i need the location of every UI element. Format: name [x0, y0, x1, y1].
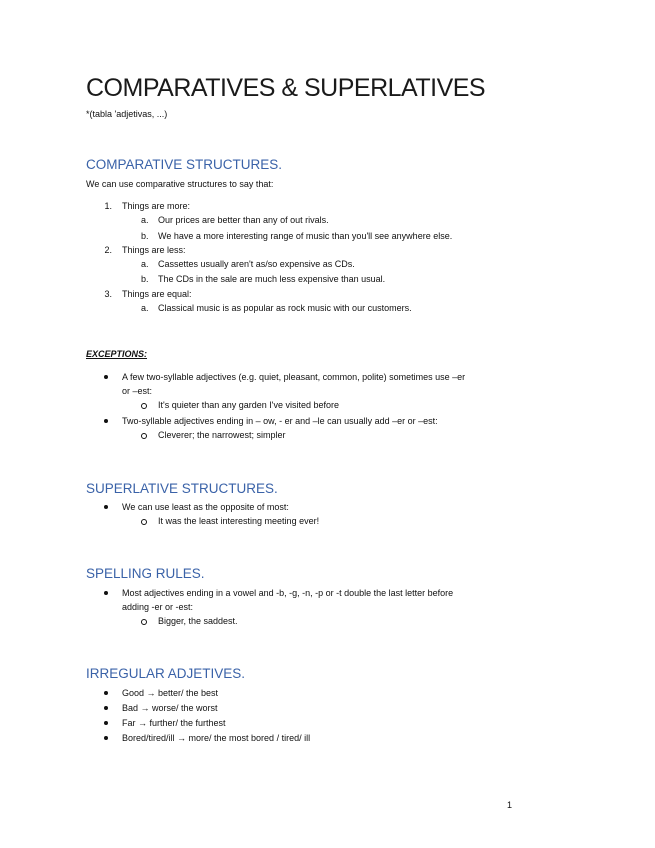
list-subitem: We have a more interesting range of music than you'll see anywhere else. — [158, 231, 453, 241]
list-item: Bad → worse/ the worst — [122, 703, 218, 713]
list-item-continued: or –est: — [122, 386, 153, 396]
list-number: 1. — [104, 201, 112, 211]
bullet-icon — [104, 591, 108, 595]
exceptions-label: EXCEPTIONS: — [86, 349, 148, 359]
superlative-heading: SUPERLATIVE STRUCTURES. — [86, 481, 278, 496]
bullet-icon — [104, 505, 108, 509]
list-subitem: Bigger, the saddest. — [158, 616, 238, 626]
list-subitem: It was the least interesting meeting ever! — [158, 516, 320, 526]
irregular-heading: IRREGULAR ADJETIVES. — [86, 666, 246, 681]
bullet-icon — [104, 691, 108, 695]
document-subtitle: *(tabla 'adjetivas, ...) — [86, 109, 168, 119]
bullet-icon — [104, 375, 108, 379]
sub-bullet-icon — [141, 403, 147, 409]
list-item: Good → better/ the best — [122, 688, 219, 698]
list-letter: a. — [141, 259, 149, 269]
list-item: Things are less: — [122, 245, 186, 255]
list-item: Far → further/ the furthest — [122, 718, 226, 728]
list-subitem: It's quieter than any garden I've visited before — [158, 400, 340, 410]
list-subitem: The CDs in the sale are much less expensive than usual. — [158, 274, 386, 284]
comparative-heading: COMPARATIVE STRUCTURES. — [86, 157, 283, 172]
list-letter: a. — [141, 303, 149, 313]
comparative-intro: We can use comparative structures to say that: — [86, 179, 274, 189]
list-item: We can use least as the opposite of most: — [122, 502, 289, 512]
bullet-icon — [104, 419, 108, 423]
list-item: Things are more: — [122, 201, 191, 211]
list-number: 2. — [104, 245, 112, 255]
sub-bullet-icon — [141, 519, 147, 525]
list-subitem: Cassettes usually aren't as/so expensive as CDs. — [158, 259, 355, 269]
list-subitem: Cleverer; the narrowest; simpler — [158, 430, 286, 440]
list-item-continued: adding -er or -est: — [122, 602, 194, 612]
sub-bullet-icon — [141, 433, 147, 439]
bullet-icon — [104, 706, 108, 710]
list-letter: b. — [141, 231, 149, 241]
spelling-heading: SPELLING RULES. — [86, 566, 205, 581]
bullet-icon — [104, 736, 108, 740]
list-item: Two-syllable adjectives ending in – ow, - er and –le can usually add –er or –est: — [122, 416, 438, 426]
list-item: Most adjectives ending in a vowel and -b, -g, -n, -p or -t double the last letter before — [122, 588, 454, 598]
sub-bullet-icon — [141, 619, 147, 625]
list-item: Things are equal: — [122, 289, 192, 299]
document-title: COMPARATIVES & SUPERLATIVES — [86, 74, 486, 102]
list-subitem: Classical music is as popular as rock music with our customers. — [158, 303, 412, 313]
page-number: 1 — [507, 800, 513, 810]
list-letter: b. — [141, 274, 149, 284]
list-number: 3. — [104, 289, 112, 299]
bullet-icon — [104, 721, 108, 725]
list-letter: a. — [141, 215, 149, 225]
list-subitem: Our prices are better than any of out rivals. — [158, 215, 329, 225]
list-item: A few two-syllable adjectives (e.g. quiet, pleasant, common, polite) sometimes use –er — [122, 372, 466, 382]
list-item: Bored/tired/ill → more/ the most bored / tired/ ill — [122, 733, 311, 743]
